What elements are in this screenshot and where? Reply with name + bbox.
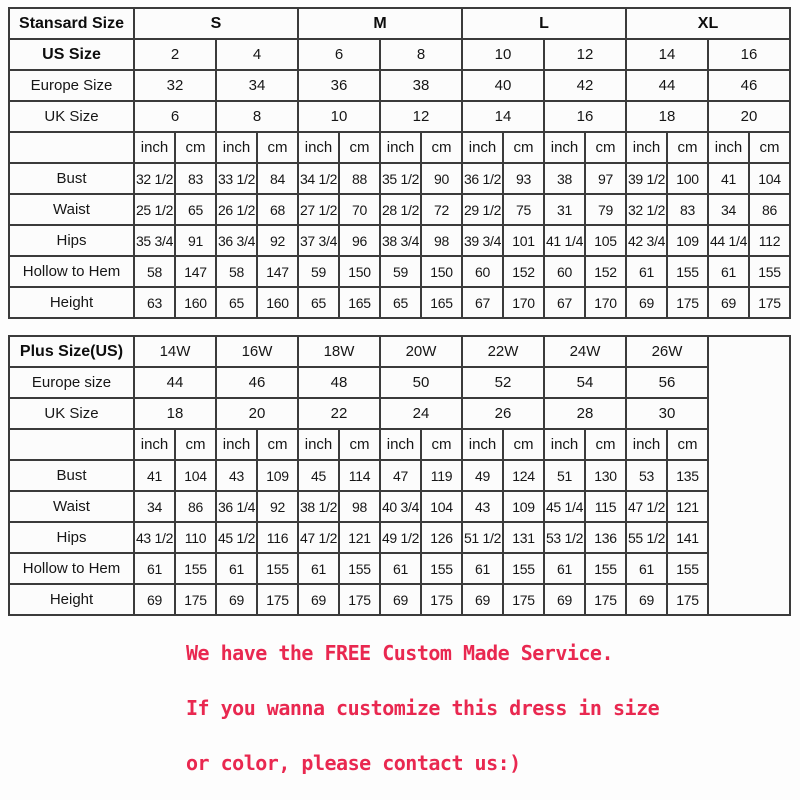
size-value-cell: 8 — [380, 39, 462, 70]
measurement-cell: 155 — [503, 553, 544, 584]
standard-title: Stansard Size — [9, 8, 134, 39]
measurement-cell: 44 1/4 — [708, 225, 749, 256]
size-header-cell: 22W — [462, 336, 544, 367]
measurement-cell: 175 — [257, 584, 298, 615]
measurement-cell: 104 — [749, 163, 790, 194]
measurement-cell: 51 — [544, 460, 585, 491]
size-value-cell: 38 — [380, 70, 462, 101]
size-header-cell: 26W — [626, 336, 708, 367]
measurement-cell: 67 — [462, 287, 503, 318]
measurement-cell: 60 — [544, 256, 585, 287]
measurement-cell: 98 — [421, 225, 462, 256]
custom-service-line: If you wanna customize this dress in size — [186, 696, 660, 720]
table-row — [9, 429, 790, 460]
table-row — [9, 256, 790, 287]
table-row — [9, 522, 790, 553]
measurement-cell: 35 3/4 — [134, 225, 175, 256]
measurement-cell: 61 — [380, 553, 421, 584]
measurement-cell: 69 — [298, 584, 339, 615]
size-value-cell: 44 — [626, 70, 708, 101]
measurement-cell: 160 — [257, 287, 298, 318]
table-row — [9, 398, 790, 429]
empty-column-cell — [708, 336, 790, 615]
measurement-cell: 36 3/4 — [216, 225, 257, 256]
size-value-cell: 46 — [216, 367, 298, 398]
measurement-cell: 135 — [667, 460, 708, 491]
measurement-cell: 155 — [421, 553, 462, 584]
unit-header-cell: cm — [257, 429, 298, 460]
measurement-cell: 105 — [585, 225, 626, 256]
measurement-cell: 41 — [708, 163, 749, 194]
measurement-cell: 147 — [175, 256, 216, 287]
unit-header-cell: inch — [708, 132, 749, 163]
measurement-cell: 75 — [503, 194, 544, 225]
size-value-cell: 16 — [544, 101, 626, 132]
size-value-cell: 10 — [298, 101, 380, 132]
row-label: Europe Size — [9, 70, 134, 101]
measurement-cell: 43 — [462, 491, 503, 522]
size-value-cell: 42 — [544, 70, 626, 101]
table-row — [9, 8, 790, 39]
measurement-cell: 43 — [216, 460, 257, 491]
measurement-cell: 61 — [462, 553, 503, 584]
measurement-cell: 69 — [626, 287, 667, 318]
row-label: Europe size — [9, 367, 134, 398]
measurement-cell: 68 — [257, 194, 298, 225]
size-value-cell: 26 — [462, 398, 544, 429]
size-value-cell: 14 — [626, 39, 708, 70]
row-label: UK Size — [9, 101, 134, 132]
measurement-cell: 126 — [421, 522, 462, 553]
size-value-cell: 44 — [134, 367, 216, 398]
table-row — [9, 491, 790, 522]
size-value-cell: 12 — [544, 39, 626, 70]
size-group-header: S — [134, 8, 298, 39]
measurement-cell: 40 3/4 — [380, 491, 421, 522]
plus-size-table — [8, 335, 791, 616]
unit-header-cell: cm — [667, 132, 708, 163]
measurement-cell: 79 — [585, 194, 626, 225]
measurement-cell: 69 — [462, 584, 503, 615]
plus-title: Plus Size(US) — [9, 336, 134, 367]
measurement-cell: 155 — [585, 553, 626, 584]
measurement-cell: 115 — [585, 491, 626, 522]
unit-header-cell: inch — [544, 132, 585, 163]
measurement-cell: 124 — [503, 460, 544, 491]
table-row — [9, 101, 790, 132]
measurement-cell: 175 — [503, 584, 544, 615]
measurement-cell: 97 — [585, 163, 626, 194]
measurement-cell: 69 — [544, 584, 585, 615]
measurement-cell: 65 — [298, 287, 339, 318]
measurement-cell: 32 1/2 — [134, 163, 175, 194]
measurement-cell: 170 — [503, 287, 544, 318]
row-label: Bust — [9, 163, 134, 194]
table-row — [9, 225, 790, 256]
measurement-cell: 65 — [216, 287, 257, 318]
size-value-cell: 34 — [216, 70, 298, 101]
measurement-cell: 121 — [667, 491, 708, 522]
size-value-cell: 50 — [380, 367, 462, 398]
measurement-cell: 38 1/2 — [298, 491, 339, 522]
measurement-cell: 165 — [421, 287, 462, 318]
row-label: Hips — [9, 225, 134, 256]
measurement-cell: 69 — [380, 584, 421, 615]
measurement-cell: 67 — [544, 287, 585, 318]
measurement-cell: 150 — [421, 256, 462, 287]
measurement-cell: 26 1/2 — [216, 194, 257, 225]
row-label: UK Size — [9, 398, 134, 429]
measurement-cell: 84 — [257, 163, 298, 194]
unit-header-cell: cm — [503, 429, 544, 460]
measurement-cell: 41 — [134, 460, 175, 491]
unit-header-cell: cm — [339, 132, 380, 163]
size-group-header: XL — [626, 8, 790, 39]
unit-header-cell: inch — [216, 132, 257, 163]
measurement-cell: 175 — [667, 584, 708, 615]
measurement-cell: 175 — [749, 287, 790, 318]
unit-header-cell: cm — [749, 132, 790, 163]
measurement-cell: 38 — [544, 163, 585, 194]
measurement-cell: 45 1/2 — [216, 522, 257, 553]
row-label: Hollow to Hem — [9, 256, 134, 287]
measurement-cell: 53 — [626, 460, 667, 491]
measurement-cell: 101 — [503, 225, 544, 256]
standard-size-table — [8, 7, 791, 319]
size-value-cell: 6 — [298, 39, 380, 70]
measurement-cell: 88 — [339, 163, 380, 194]
measurement-cell: 65 — [175, 194, 216, 225]
size-value-cell: 4 — [216, 39, 298, 70]
unit-header-cell: cm — [257, 132, 298, 163]
measurement-cell: 58 — [216, 256, 257, 287]
measurement-cell: 86 — [749, 194, 790, 225]
measurement-cell: 60 — [462, 256, 503, 287]
measurement-cell: 38 3/4 — [380, 225, 421, 256]
measurement-cell: 33 1/2 — [216, 163, 257, 194]
measurement-cell: 28 1/2 — [380, 194, 421, 225]
measurement-cell: 25 1/2 — [134, 194, 175, 225]
measurement-cell: 112 — [749, 225, 790, 256]
unit-header-cell: inch — [626, 429, 667, 460]
measurement-cell: 69 — [134, 584, 175, 615]
row-label: Hips — [9, 522, 134, 553]
measurement-cell: 114 — [339, 460, 380, 491]
size-value-cell: 12 — [380, 101, 462, 132]
measurement-cell: 41 1/4 — [544, 225, 585, 256]
size-header-cell: 24W — [544, 336, 626, 367]
measurement-cell: 91 — [175, 225, 216, 256]
row-label: Waist — [9, 194, 134, 225]
measurement-cell: 58 — [134, 256, 175, 287]
unit-header-cell: cm — [503, 132, 544, 163]
measurement-cell: 90 — [421, 163, 462, 194]
unit-header-cell: cm — [585, 429, 626, 460]
unit-header-cell: inch — [544, 429, 585, 460]
measurement-cell: 170 — [585, 287, 626, 318]
unit-header-cell: inch — [134, 132, 175, 163]
measurement-cell: 104 — [175, 460, 216, 491]
size-header-cell: 14W — [134, 336, 216, 367]
measurement-cell: 63 — [134, 287, 175, 318]
measurement-cell: 155 — [749, 256, 790, 287]
size-value-cell: 22 — [298, 398, 380, 429]
measurement-cell: 93 — [503, 163, 544, 194]
size-value-cell: 36 — [298, 70, 380, 101]
size-value-cell: 24 — [380, 398, 462, 429]
measurement-cell: 69 — [216, 584, 257, 615]
measurement-cell: 92 — [257, 491, 298, 522]
measurement-cell: 175 — [421, 584, 462, 615]
table-row — [9, 553, 790, 584]
measurement-cell: 37 3/4 — [298, 225, 339, 256]
measurement-cell: 141 — [667, 522, 708, 553]
size-value-cell: 2 — [134, 39, 216, 70]
measurement-cell: 155 — [667, 256, 708, 287]
measurement-cell: 175 — [339, 584, 380, 615]
measurement-cell: 42 3/4 — [626, 225, 667, 256]
measurement-cell: 61 — [216, 553, 257, 584]
measurement-cell: 47 1/2 — [626, 491, 667, 522]
size-value-cell: 32 — [134, 70, 216, 101]
measurement-cell: 61 — [626, 553, 667, 584]
size-value-cell: 18 — [134, 398, 216, 429]
measurement-cell: 152 — [503, 256, 544, 287]
measurement-cell: 175 — [585, 584, 626, 615]
measurement-cell: 104 — [421, 491, 462, 522]
measurement-cell: 165 — [339, 287, 380, 318]
size-value-cell: 14 — [462, 101, 544, 132]
measurement-cell: 100 — [667, 163, 708, 194]
measurement-cell: 36 1/4 — [216, 491, 257, 522]
measurement-cell: 65 — [380, 287, 421, 318]
row-label: Hollow to Hem — [9, 553, 134, 584]
size-header-cell: 16W — [216, 336, 298, 367]
table-row — [9, 194, 790, 225]
size-value-cell: 8 — [216, 101, 298, 132]
measurement-cell: 59 — [298, 256, 339, 287]
measurement-cell: 53 1/2 — [544, 522, 585, 553]
measurement-cell: 45 — [298, 460, 339, 491]
measurement-cell: 61 — [626, 256, 667, 287]
measurement-cell: 39 3/4 — [462, 225, 503, 256]
measurement-cell: 72 — [421, 194, 462, 225]
measurement-cell: 110 — [175, 522, 216, 553]
measurement-cell: 131 — [503, 522, 544, 553]
row-label: Height — [9, 287, 134, 318]
measurement-cell: 130 — [585, 460, 626, 491]
measurement-cell: 116 — [257, 522, 298, 553]
size-value-cell: 48 — [298, 367, 380, 398]
measurement-cell: 39 1/2 — [626, 163, 667, 194]
measurement-cell: 27 1/2 — [298, 194, 339, 225]
measurement-cell: 69 — [708, 287, 749, 318]
measurement-cell: 121 — [339, 522, 380, 553]
measurement-cell: 47 — [380, 460, 421, 491]
table-row — [9, 460, 790, 491]
measurement-cell: 61 — [298, 553, 339, 584]
unit-header-cell: cm — [175, 429, 216, 460]
measurement-cell: 32 1/2 — [626, 194, 667, 225]
unit-header-cell: inch — [134, 429, 175, 460]
unit-header-cell: inch — [462, 132, 503, 163]
measurement-cell: 70 — [339, 194, 380, 225]
measurement-cell: 69 — [626, 584, 667, 615]
table-row — [9, 70, 790, 101]
measurement-cell: 36 1/2 — [462, 163, 503, 194]
measurement-cell: 109 — [503, 491, 544, 522]
measurement-cell: 98 — [339, 491, 380, 522]
size-value-cell: 20 — [216, 398, 298, 429]
measurement-cell: 47 1/2 — [298, 522, 339, 553]
unit-header-cell: cm — [421, 429, 462, 460]
table-row — [9, 163, 790, 194]
table-row — [9, 336, 790, 367]
measurement-cell: 35 1/2 — [380, 163, 421, 194]
measurement-cell: 155 — [175, 553, 216, 584]
row-label: Height — [9, 584, 134, 615]
measurement-cell: 155 — [667, 553, 708, 584]
measurement-cell: 109 — [667, 225, 708, 256]
unit-header-cell: cm — [585, 132, 626, 163]
measurement-cell: 175 — [175, 584, 216, 615]
size-value-cell: 54 — [544, 367, 626, 398]
measurement-cell: 61 — [708, 256, 749, 287]
measurement-cell: 61 — [544, 553, 585, 584]
table-row — [9, 39, 790, 70]
unit-row-empty-label — [9, 429, 134, 460]
measurement-cell: 31 — [544, 194, 585, 225]
custom-service-line: We have the FREE Custom Made Service. — [186, 641, 614, 665]
measurement-cell: 96 — [339, 225, 380, 256]
size-value-cell: 40 — [462, 70, 544, 101]
measurement-cell: 43 1/2 — [134, 522, 175, 553]
size-header-cell: 18W — [298, 336, 380, 367]
size-value-cell: 10 — [462, 39, 544, 70]
unit-row-empty-label — [9, 132, 134, 163]
measurement-cell: 136 — [585, 522, 626, 553]
measurement-cell: 83 — [175, 163, 216, 194]
size-value-cell: 28 — [544, 398, 626, 429]
measurement-cell: 155 — [257, 553, 298, 584]
size-value-cell: 16 — [708, 39, 790, 70]
unit-header-cell: inch — [380, 132, 421, 163]
size-value-cell: 56 — [626, 367, 708, 398]
unit-header-cell: cm — [339, 429, 380, 460]
table-row — [9, 132, 790, 163]
measurement-cell: 49 — [462, 460, 503, 491]
measurement-cell: 59 — [380, 256, 421, 287]
table-row — [9, 367, 790, 398]
measurement-cell: 55 1/2 — [626, 522, 667, 553]
measurement-cell: 119 — [421, 460, 462, 491]
measurement-cell: 34 — [708, 194, 749, 225]
size-group-header: M — [298, 8, 462, 39]
measurement-cell: 49 1/2 — [380, 522, 421, 553]
measurement-cell: 150 — [339, 256, 380, 287]
size-value-cell: 30 — [626, 398, 708, 429]
measurement-cell: 61 — [134, 553, 175, 584]
row-label: Bust — [9, 460, 134, 491]
table-row — [9, 584, 790, 615]
measurement-cell: 92 — [257, 225, 298, 256]
size-value-cell: 18 — [626, 101, 708, 132]
size-value-cell: 52 — [462, 367, 544, 398]
measurement-cell: 152 — [585, 256, 626, 287]
measurement-cell: 147 — [257, 256, 298, 287]
unit-header-cell: inch — [298, 429, 339, 460]
unit-header-cell: inch — [380, 429, 421, 460]
size-value-cell: 46 — [708, 70, 790, 101]
custom-service-note — [8, 626, 800, 791]
unit-header-cell: inch — [626, 132, 667, 163]
measurement-cell: 45 1/4 — [544, 491, 585, 522]
unit-header-cell: inch — [462, 429, 503, 460]
measurement-cell: 175 — [667, 287, 708, 318]
measurement-cell: 34 — [134, 491, 175, 522]
unit-header-cell: cm — [667, 429, 708, 460]
measurement-cell: 34 1/2 — [298, 163, 339, 194]
unit-header-cell: inch — [298, 132, 339, 163]
measurement-cell: 83 — [667, 194, 708, 225]
size-value-cell: 6 — [134, 101, 216, 132]
unit-header-cell: inch — [216, 429, 257, 460]
measurement-cell: 86 — [175, 491, 216, 522]
size-value-cell: 20 — [708, 101, 790, 132]
row-label: US Size — [9, 39, 134, 70]
row-label: Waist — [9, 491, 134, 522]
unit-header-cell: cm — [421, 132, 462, 163]
size-header-cell: 20W — [380, 336, 462, 367]
table-row — [9, 287, 790, 318]
size-group-header: L — [462, 8, 626, 39]
unit-header-cell: cm — [175, 132, 216, 163]
measurement-cell: 51 1/2 — [462, 522, 503, 553]
measurement-cell: 160 — [175, 287, 216, 318]
measurement-cell: 155 — [339, 553, 380, 584]
measurement-cell: 29 1/2 — [462, 194, 503, 225]
custom-service-line: or color, please contact us:) — [186, 751, 521, 775]
measurement-cell: 109 — [257, 460, 298, 491]
